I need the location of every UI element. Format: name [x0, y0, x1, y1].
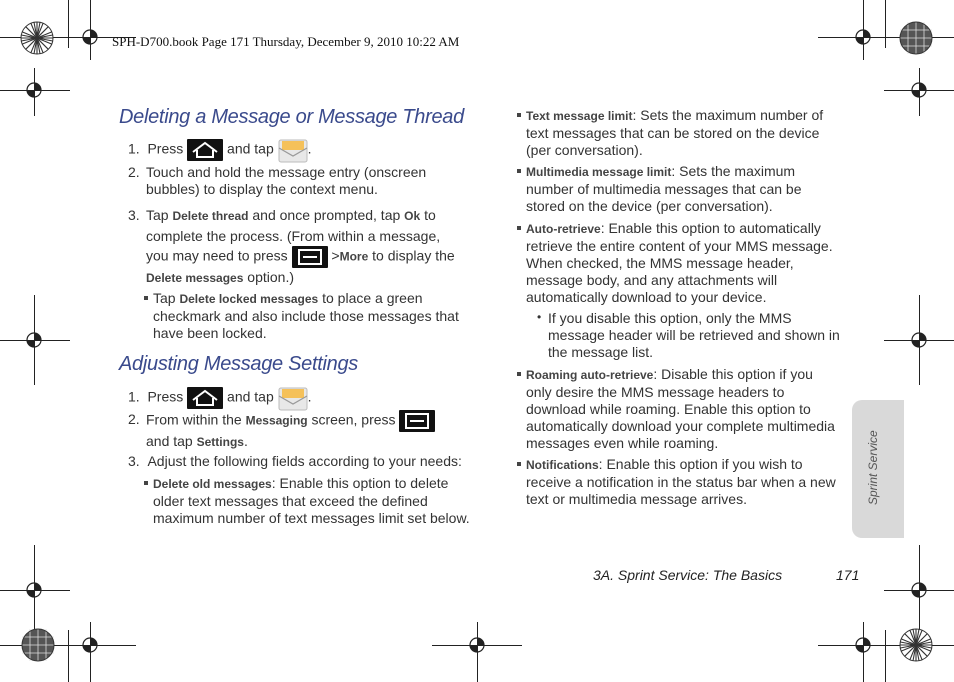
bullet-notifications: Notifications: Enable this option if you wish to receive a notification in the status bar when a new text or multimedia message arrives.	[517, 456, 842, 508]
envelope-icon	[278, 386, 308, 410]
bullet-text-message-limit: Text message limit: Sets the maximum number of text messages that can be stored on the device (per conversation).	[517, 107, 842, 159]
step-2-touch-hold: 2. Touch and hold the message entry (onscreen bubbles) to display the context menu.	[128, 164, 427, 197]
page-number: 171	[836, 567, 860, 583]
step-2-messaging-settings: 2. From within the Messaging screen, press and tap Settings.	[128, 410, 458, 451]
chapter-footer: 3A. Sprint Service: The Basics	[593, 567, 783, 583]
step-1-press-home-2: 1. Press and tap .	[128, 386, 312, 410]
step-3-tap-delete: 3. Tap Delete thread and once prompted, tap Ok to complete the process. (From within a message, you may need to press >More to display the Delete messages option.)	[128, 207, 455, 285]
envelope-icon	[278, 138, 308, 162]
home-icon	[187, 387, 223, 409]
bullet-roaming: Roaming auto-retrieve: Disable this option if you only desire the MMS message headers to download while roaming. Enable this option to automatically download your complete multimedia messages even while roaming.	[517, 366, 842, 452]
bullet-auto-retrieve: Auto-retrieve: Enable this option to automatically retrieve the entire content of your MMS message. When checked, the MMS message header, message body, and any attachments will automatically download to your device.	[517, 220, 842, 306]
bullet-multimedia-limit: Multimedia message limit: Sets the maximum number of multimedia messages that can be stored on the device (per conversation).	[517, 163, 842, 215]
bullet-delete-locked: Tap Delete locked messages to place a green checkmark and also include those messages that have been locked.	[144, 290, 474, 342]
home-icon	[187, 139, 223, 161]
sub-bullet-disable: • If you disable this option, only the MMS message header will be retrieved and shown in the message list.	[537, 310, 840, 360]
step-3-adjust-fields: 3. Adjust the following fields according to your needs:	[128, 453, 462, 469]
step-1-press-home: 1. Press and tap .	[128, 138, 312, 162]
menu-icon	[399, 410, 435, 432]
section-title-adjusting: Adjusting Message Settings	[119, 353, 359, 375]
menu-icon	[292, 246, 328, 268]
section-title-deleting: Deleting a Message or Message Thread	[119, 106, 464, 128]
bullet-delete-old: Delete old messages: Enable this option to delete older text messages that exceed the defined maximum number of text messages limit set below.	[144, 475, 474, 527]
print-header: SPH-D700.book Page 171 Thursday, December 9, 2010 10:22 AM	[112, 34, 460, 49]
side-tab-label: Sprint Service	[866, 430, 880, 505]
